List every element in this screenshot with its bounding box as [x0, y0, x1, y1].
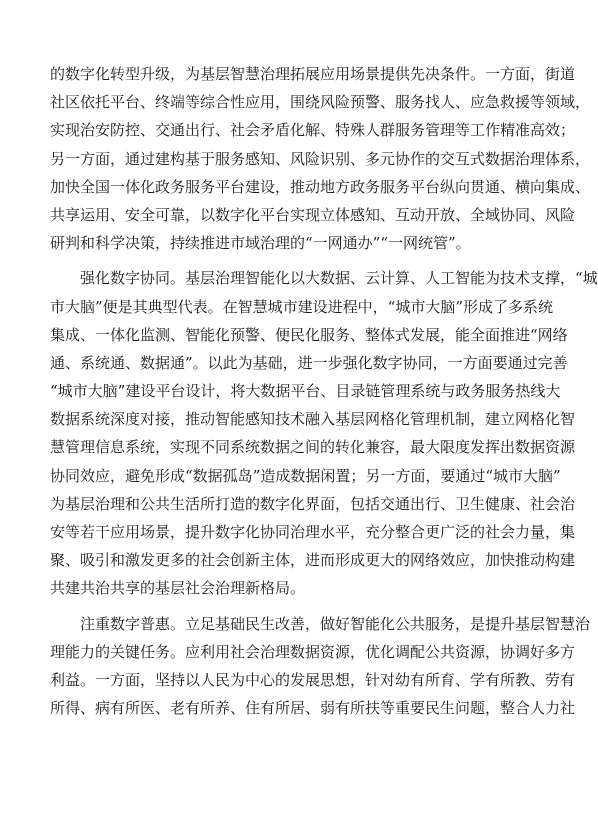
article-body	[50, 60, 598, 722]
text-line: 所得、病有所医、老有所养、住有所居、弱有所扶等重要民生问题，整合人力社	[50, 699, 576, 718]
text-line: 实现治安防控、交通出行、社会矛盾化解、特殊人群服务管理等工作精准高效；	[50, 121, 576, 140]
paragraph-spacer	[50, 257, 530, 264]
text-line: 强化数字协同。基层治理智能化以大数据、云计算、人工智能为技术支撑，“城	[50, 269, 598, 288]
text-line: 集成、一体化监测、智能化预警、便民化服务、整体式发展，能全面推进“网络	[50, 325, 568, 344]
text-line: 利益。一方面，坚持以人民为中心的发展思想，针对幼有所育、学有所教、劳有	[50, 670, 576, 689]
paragraph-spacer	[50, 603, 530, 610]
text-line: 共建共治共享的基层社会治理新格局。	[50, 579, 306, 598]
text-line: 理能力的关键任务。应利用社会治理数据资源，优化调配公共资源，协调好多方	[50, 642, 576, 661]
paragraph-digital-platform	[50, 60, 591, 257]
paragraph-digital-coordination	[50, 264, 598, 602]
text-line: “城市大脑”建设平台设计，将大数据平台、目录链管理系统与政务服务热线大	[50, 382, 561, 401]
text-line: 共享运用、安全可靠，以数字化平台实现立体感知、互动开放、全域协同、风险	[50, 205, 576, 224]
paragraph-digital-inclusion	[50, 610, 591, 723]
text-line: 的数字化转型升级，为基层智慧治理拓展应用场景提供先决条件。一方面，街道	[50, 65, 576, 83]
text-line: 聚、吸引和激发更多的社会创新主体，进而形成更大的网络效应，加快推动构建	[50, 551, 576, 570]
text-line: 为基层治理和公共生活所打造的数字化界面，包括交通出行、卫生健康、社会治	[50, 494, 576, 513]
text-line: 市大脑”便是其典型代表。在智慧城市建设进程中，“城市大脑”形成了多系统	[50, 297, 554, 316]
text-line: 安等若干应用场景，提升数字化协同治理水平，充分整合更广泛的社会力量，集	[50, 523, 576, 541]
text-line: 通、系统通、数据通”。以此为基础，进一步强化数字协同，一方面要通过完善	[50, 353, 568, 372]
text-line: 协同效应，避免形成“数据孤岛”造成数据闲置；另一方面，要通过“城市大脑”	[50, 466, 561, 485]
text-line: 加快全国一体化政务服务平台建设，推动地方政务服务平台纵向贯通、横向集成、	[50, 177, 591, 196]
text-line: 注重数字普惠。立足基础民生改善，做好智能化公共服务，是提升基层智慧治	[50, 614, 591, 633]
text-line: 另一方面，通过建构基于服务感知、风险识别、多元协作的交互式数据治理体系，	[50, 149, 591, 168]
text-line: 研判和科学决策，持续推进市域治理的“一网通办”“一网统管”。	[50, 234, 471, 253]
text-line: 慧管理信息系统，实现不同系统数据之间的转化兼容，最大限度发挥出数据资源	[50, 438, 576, 457]
text-line: 数据系统深度对接，推动智能感知技术融入基层网格化管理机制，建立网格化智	[50, 410, 576, 429]
text-line: 社区依托平台、终端等综合性应用，围绕风险预警、服务找人、应急救援等领域，	[50, 93, 591, 112]
